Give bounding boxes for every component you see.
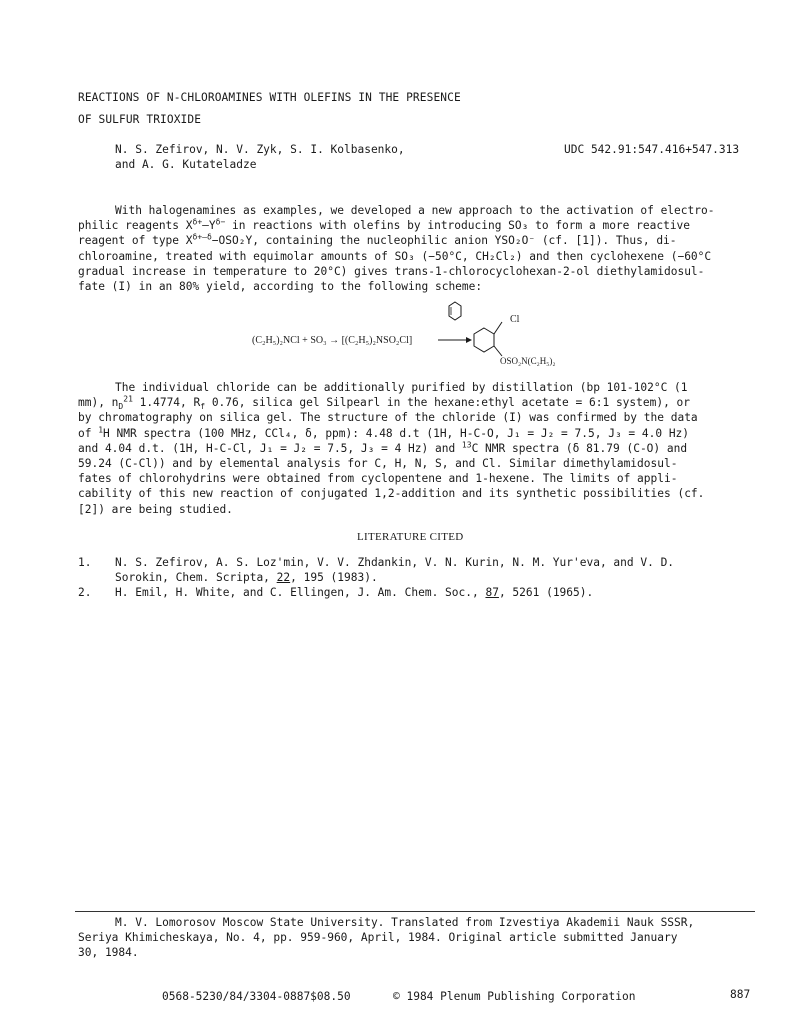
scheme-cl-label: Cl [510, 314, 520, 325]
body-line-1: The individual chloride can be additionally purified by distillation (bp 101-102°C (1 [115, 381, 688, 394]
scheme-product-substituent: OSO₂N(C₂H₅)₂ [500, 356, 556, 366]
reference-2-b: , 5261 (1965). [498, 586, 594, 599]
intro-line-5: gradual increase in temperature to 20°C) gives trans-1-chlorocyclohexan-2-ol diethylamidosul- [78, 264, 705, 278]
intro-line-3 [78, 233, 754, 248]
body-line-5 [78, 441, 754, 456]
intro-line-2-c: in reactions with olefins by introducing SO₃ to form a more reactive [225, 219, 691, 233]
body-line-5-sup: 13 [461, 440, 472, 450]
body-line-2-sub: D [118, 402, 124, 412]
footnote-divider [75, 911, 755, 912]
body-line-3: by chromatography on silica gel. The structure of the chloride (I) was confirmed by the data [78, 411, 698, 425]
reference-1-volume: 22 [276, 571, 291, 584]
reference-2-number: 2. [78, 586, 92, 599]
authors-line-2: and A. G. Kutateladze [115, 158, 257, 171]
intro-line-2-b: —Y [202, 219, 216, 233]
footnote-line-1: M. V. Lomorosov Moscow State University. Translated from Izvestiya Akademii Nauk SSSR, [115, 916, 695, 929]
footnote-line-2: Seriya Khimicheskaya, No. 4, pp. 959-960, April, 1984. Original article submitted January [78, 931, 678, 944]
body-line-6: 59.24 (C-Cl)) and by elemental analysis for C, H, N, S, and Cl. Similar dimethylamidosul- [78, 457, 678, 471]
body-line-5-b: C NMR spectra (δ 81.79 (C-O) and [471, 441, 688, 455]
body-line-4 [78, 426, 754, 441]
body-line-2-c: 0.76, silica gel Silpearl in the hexane:ethyl acetate = 6:1 system), or [205, 396, 691, 410]
udc-code: UDC 542.91:547.416+547.313 [564, 143, 740, 156]
reference-2-line-1 [115, 586, 593, 599]
intro-line-2-a: philic reagents X [78, 219, 193, 233]
article-title-line-2: OF SULFUR TRIOXIDE [78, 113, 202, 126]
body-line-9: [2]) are being studied. [78, 502, 233, 516]
body-line-2-sup: 21 [123, 394, 133, 404]
reference-2-a: H. Emil, H. White, and C. Ellingen, J. Am. Chem. Soc., [115, 586, 486, 599]
body-line-2-b: 1.4774, R [132, 396, 201, 410]
body-line-7: fates of chlorohydrins were obtained from cyclopentene and 1-hexene. The limits of appli- [78, 472, 678, 486]
intro-line-2 [78, 218, 754, 233]
references-heading: LITERATURE CITED [357, 531, 464, 543]
intro-line-2-sup2: δ− [215, 217, 226, 227]
footnote-line-3: 30, 1984. [78, 946, 139, 959]
body-line-4-a: of [78, 426, 99, 440]
intro-paragraph [78, 203, 754, 294]
footer-code: 0568-5230/84/3304-0887$08.50 [162, 990, 351, 1003]
body-paragraph [78, 380, 754, 517]
intro-line-2-sup1: δ+ [192, 217, 203, 227]
product-ring-structure [474, 322, 502, 356]
reference-1-line-2-b: , 195 (1983). [290, 571, 378, 584]
reference-1-line-1: N. S. Zefirov, A. S. Loz'min, V. V. Zhdankin, V. N. Kurin, N. M. Yur'eva, and V. D. [115, 556, 675, 569]
reference-1-number: 1. [78, 556, 92, 569]
intro-line-3-sup: δ+—δ [192, 232, 212, 242]
intro-line-1: With halogenamines as examples, we developed a new approach to the activation of electro- [115, 204, 715, 217]
body-line-8: cability of this new reaction of conjugated 1,2-addition and its synthetic possibilities (cf. [78, 487, 705, 501]
article-title-line-1: REACTIONS OF N-CHLOROAMINES WITH OLEFINS IN THE PRESENCE [78, 91, 461, 104]
intro-line-3-b: −OSO₂Y, containing the nucleophilic anion YSO₂O⁻ (cf. [1]). Thus, di- [211, 234, 677, 248]
intro-line-3-a: reagent of type X [78, 234, 193, 248]
body-line-5-a: and 4.04 d.t. (1H, H-C-Cl, J₁ = J₂ = 7.5, J₃ = 4 Hz) and [78, 441, 462, 455]
body-line-2-a: mm), n [78, 396, 119, 410]
intro-line-4: chloroamine, treated with equimolar amounts of SO₃ (−50°C, CH₂Cl₂) and then cyclohexene (−60°C [78, 249, 712, 263]
authors-line-1: N. S. Zefirov, N. V. Zyk, S. I. Kolbasenko, [115, 143, 405, 156]
footer-copyright: © 1984 Plenum Publishing Corporation [393, 990, 636, 1003]
body-line-4-sup: 1 [98, 424, 104, 434]
body-line-2 [78, 395, 754, 410]
body-line-4-b: H NMR spectra (100 MHz, CCl₄, δ, ppm): 4.48 d.t (1H, H-C-O, J₁ = J₂ = 7.5, J₃ = 4.0 Hz) [103, 426, 690, 440]
cyclohexene-structure [449, 302, 461, 320]
reaction-scheme [240, 298, 600, 368]
reference-2-volume: 87 [485, 586, 499, 599]
reference-1-line-2-a: Sorokin, Chem. Scripta, [115, 571, 277, 584]
page-number: 887 [730, 988, 751, 1001]
reference-1-line-2 [115, 571, 378, 584]
body-line-2-sub2: f [200, 402, 206, 412]
scheme-arrow-head [466, 337, 472, 343]
intro-line-6: fate (I) in an 80% yield, according to the following scheme: [78, 280, 483, 294]
scheme-reagents: (C₂H₅)₂NCl + SO₃ → [(C₂H₅)₂NSO₂Cl] [252, 335, 413, 346]
